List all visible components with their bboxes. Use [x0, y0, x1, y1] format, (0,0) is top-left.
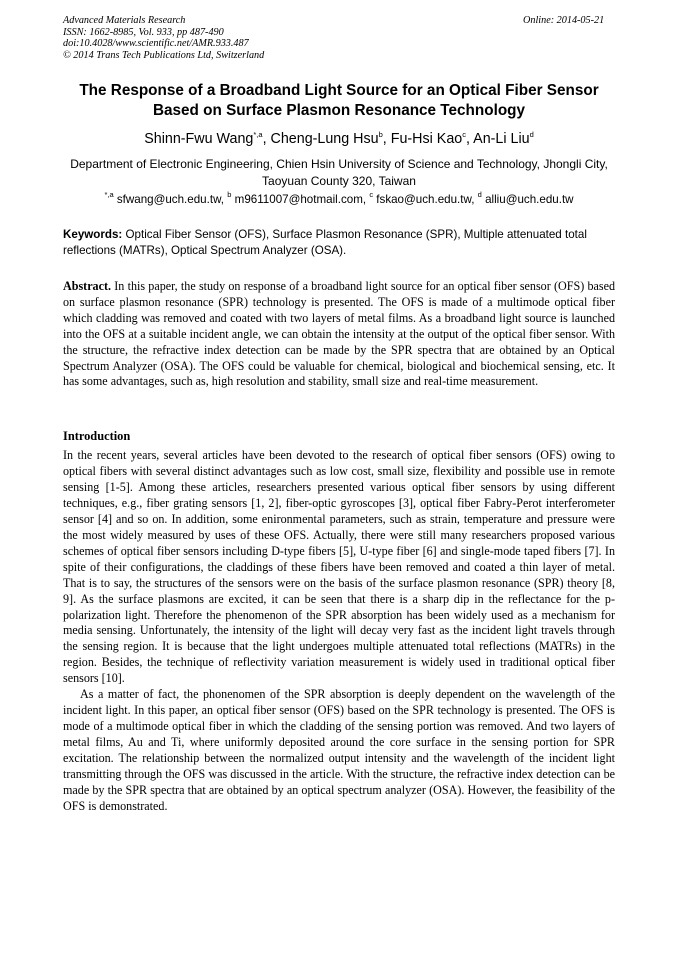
author-separator: , [466, 131, 474, 147]
author-separator: , [382, 131, 391, 147]
author-superscript: d [529, 130, 534, 139]
author-superscript: c [462, 130, 466, 139]
abstract-label: Abstract. [63, 279, 112, 293]
author-list [40, 130, 638, 148]
author-name: An-Li Liu [473, 131, 530, 147]
author-name: Cheng-Lung Hsu [270, 131, 379, 147]
abstract-block [63, 279, 615, 390]
journal-header [63, 15, 264, 61]
online-date: Online: 2014-05-21 [523, 15, 605, 26]
paragraph: As a matter of fact, the phonenomen of the SPR absorption is deeply dependent on the wavelength of the incident light. In this paper, an optical fiber sensor (OFS) based on the SPR technology is presented. The OFS is mode of a multimode optical fiber in which the cladding of the sensing portion was removed. And two layers of metal films, Au and Ti, where uniformly deposited around the core surface in the sensing portion for SPR excitation. The relationship between the normalized output intensity and the wavelength of the incident light transmitting through the OFS was discussed in the article. With the structure, the refractive index detection can be made by the SPR spectra that are obtained by an optical spectrum analyzer (OSA). However, the feasibility of the OFS is demonstrated. [63, 687, 615, 813]
doi-line: doi:10.4028/www.scientific.net/AMR.933.487 [63, 38, 249, 49]
issn-line: ISSN: 1662-8985, Vol. 933, pp 487-490 [63, 26, 224, 38]
author-superscript: b [378, 130, 383, 139]
section-heading: Introduction [63, 429, 131, 443]
author-name: Fu-Hsi Kao [390, 131, 463, 147]
author-separator: , [262, 131, 271, 147]
keywords-text: Optical Fiber Sensor (OFS), Surface Plasmon Resonance (SPR), Multiple attenuated total reflections (MATRs), Optical Spectrum Analyzer (OSA). [63, 228, 587, 257]
email-superscript: c [369, 190, 374, 199]
email-address: sfwang@uch.edu.tw [116, 193, 221, 206]
copyright-line: © 2014 Trans Tech Publications Ltd, Switzerland [63, 49, 265, 61]
keywords-block [63, 227, 617, 258]
abstract-text: In this paper, the study on response of a broadband light source for an optical fiber sensor (OFS) based on surface plasmon resonance (SPR) technology is presented. The OFS is made of a multimode optical fiber which cladding was removed and coated with two layers of metal films. As a broadband light source is launched into the OFS at a suitable incident angle, we can obtain the intensity at the output of the optical fiber sensor. With the structure, the refractive index detection can be made by the SPR spectra that are obtained by an Optical Spectrum Analyzer (OSA). The OFS could be valuable for chemical, biological and biochemical sensing, etc. It has some advantages, such as, high resolution and stability, small size and real-time measurement. [63, 279, 615, 389]
email-superscript: *,a [104, 190, 114, 199]
email-address: alliu@uch.edu.tw [485, 193, 574, 206]
email-separator: , [471, 193, 478, 206]
email-address: fskao@uch.edu.tw [376, 193, 472, 206]
keywords-label: Keywords: [63, 228, 123, 241]
email-separator: , [362, 193, 370, 206]
journal-name: Advanced Materials Research [63, 15, 186, 26]
affiliation: Department of Electronic Engineering, Chien Hsin University of Science and Technology, Jhongli City, Taoyuan County 320, Taiwan [70, 157, 608, 188]
email-separator: , [220, 193, 228, 206]
email-list [40, 192, 638, 207]
email-superscript: b [227, 190, 232, 199]
title-line-2: Based on Surface Plasmon Resonance Technology [152, 101, 526, 119]
paragraph: In the recent years, several articles have been devoted to the research of optical fiber sensors (OFS) owing to optical fibers with several distinct advantages such as low cost, small size, flexibility and possible use in remote sensing [1-5]. Among these articles, researchers presented various optical fiber sensors by using different techniques, e.g., fiber grating sensors [1, 2], fiber-optic gyroscopes [3], optical fiber Fabry-Perot interferometer sensor [4] and so on. In addition, some enironmental parameters, such as strain, temperature and pressure were the most widely measured by uses of these OFS. Actually, there were still many researchers proposed various schemes of optical fiber sensors including D-type fibers [5], U-type fiber [6] and single-mode taped fibers [7]. In spite of their configurations, the claddings of these fibers have been removed and coated a thin layer of metal. That is to say, the structures of the sensors were on the basis of the surface plasmon resonance (SPR) theory [8, 9]. As the surface plasmons are excited, it can be seen that there is a sharp dip in the reflectance for the p-polarization light. Therefore the phenomenon of the SPR absorption has been widely used as a mechanism for media sensing. Unfortunately, the intensity of the light will decay very fast as the incident light travels through the sensing region. It is because that the light undergoes multiple attenuated total reflections (MATRs) in the region. Besides, the technique of reflectivity variation measurement is widely used in traditional optical fiber sensors [10]. [63, 448, 615, 686]
paper-title [40, 81, 638, 120]
email-address: m9611007@hotmail.com [234, 193, 363, 206]
introduction-body [63, 448, 615, 815]
email-superscript: d [477, 190, 482, 199]
author-name: Shinn-Fwu Wang [144, 131, 254, 147]
author-superscript: *,a [253, 130, 263, 139]
title-line-1: The Response of a Broadband Light Source for an Optical Fiber Sensor [79, 82, 599, 99]
